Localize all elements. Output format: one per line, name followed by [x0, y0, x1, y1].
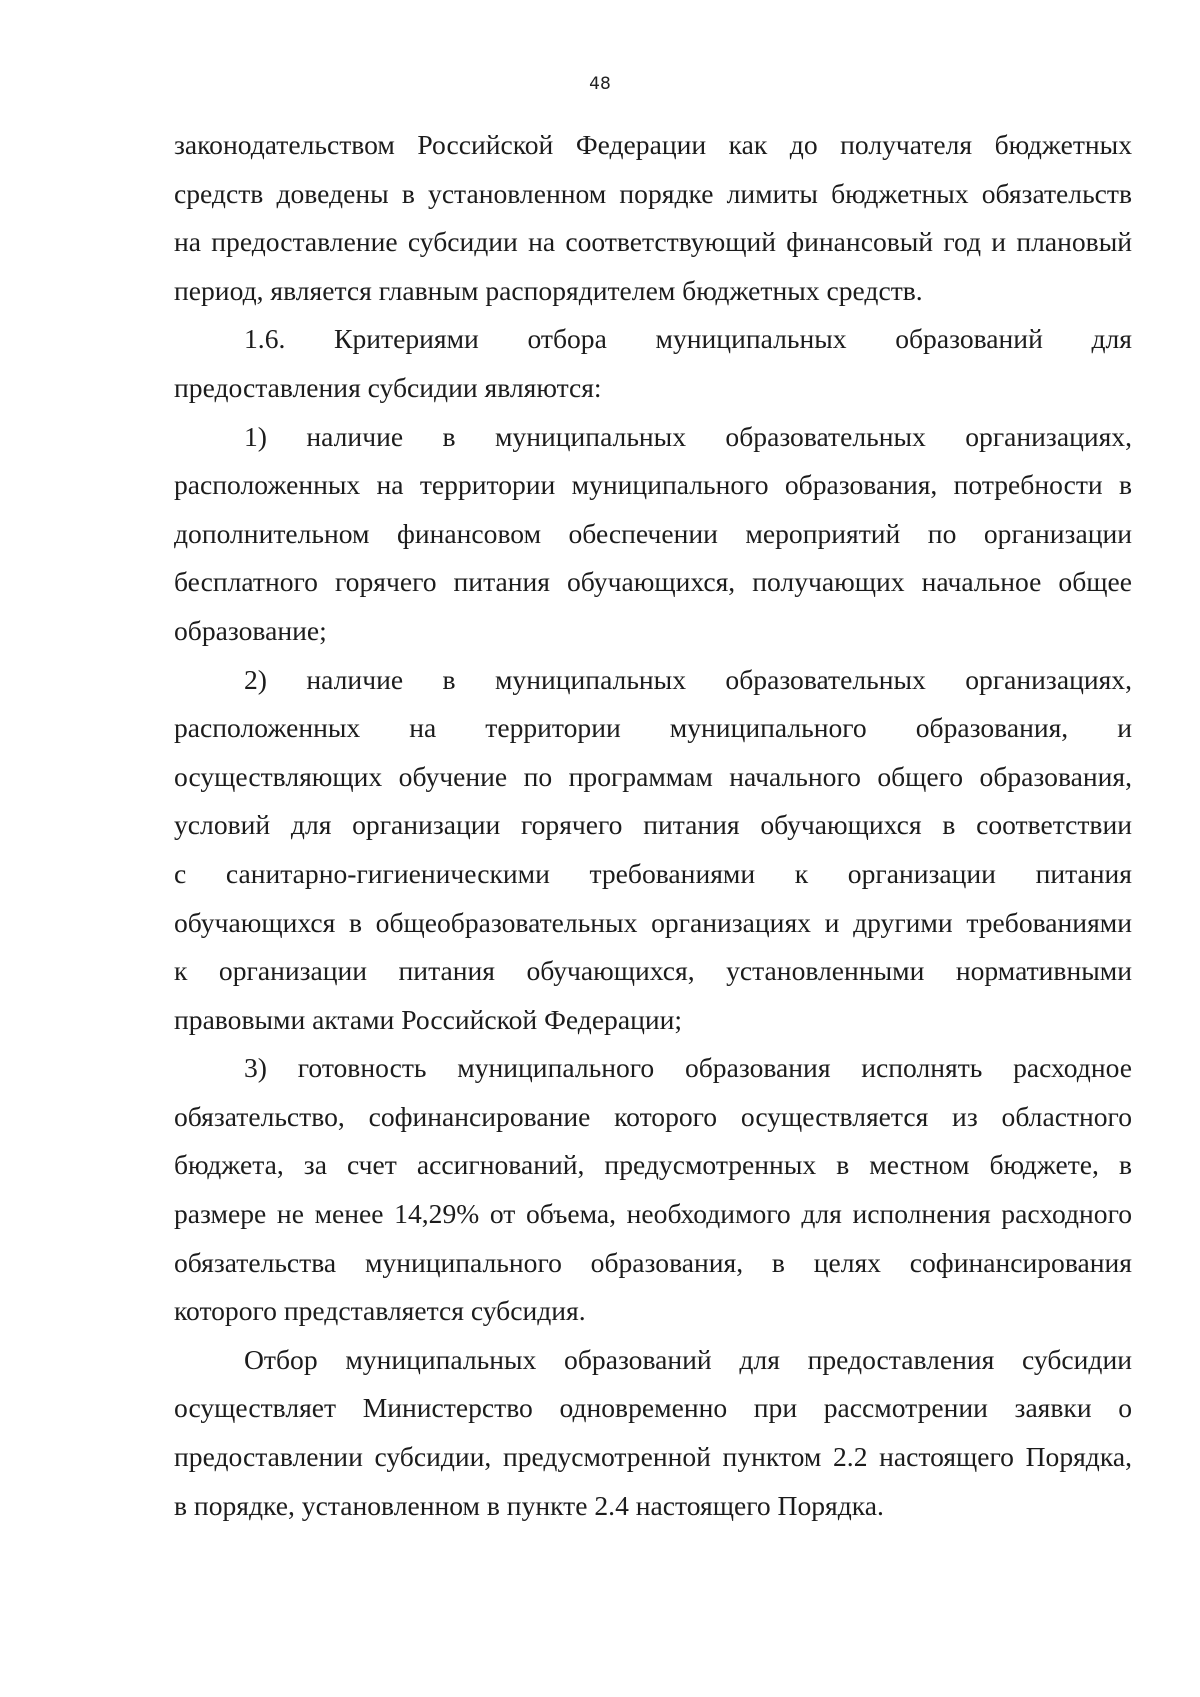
paragraph-section-1-6 [174, 315, 1132, 412]
text-line: осуществляющих обучение по программам начального общего образования, [174, 760, 1132, 792]
paragraph-continuation [174, 121, 1132, 315]
text-line: дополнительном финансовом обеспечении мероприятий по организации [174, 517, 1132, 549]
text-line: средств доведены в установленном порядке лимиты бюджетных обязательств [174, 177, 1132, 209]
text-line: предоставлении субсидии, предусмотренной пунктом 2.2 настоящего Порядка, [174, 1441, 1132, 1473]
text-line: обязательство, софинансирование которого осуществляется из областного [174, 1100, 1132, 1132]
text-line: размере не менее 14,29% от объема, необходимого для исполнения расходного [174, 1198, 1132, 1230]
text-line: расположенных на территории муниципального образования, потребности в [174, 469, 1132, 501]
paragraph-criterion-1 [174, 413, 1132, 656]
text-line: 1.6. Критериями отбора муниципальных образований для [244, 323, 1132, 355]
text-line: осуществляет Министерство одновременно при рассмотрении заявки о [174, 1392, 1132, 1424]
text-line: которого представляется субсидия. [174, 1295, 586, 1327]
text-line: в порядке, установленном в пункте 2.4 настоящего Порядка. [174, 1489, 884, 1521]
text-line: бесплатного горячего питания обучающихся, получающих начальное общее [174, 566, 1132, 598]
text-line: 1) наличие в муниципальных образовательных организациях, [244, 420, 1132, 452]
text-line: обучающихся в общеобразовательных организациях и другими требованиями [174, 906, 1132, 938]
text-line: расположенных на территории муниципального образования, и [174, 712, 1132, 744]
text-line: правовыми актами Российской Федерации; [174, 1003, 683, 1035]
text-line: на предоставление субсидии на соответствующий финансовый год и плановый [174, 226, 1132, 258]
text-line: Отбор муниципальных образований для предоставления субсидии [244, 1343, 1132, 1375]
text-line: обязательства муниципального образования, в целях софинансирования [174, 1246, 1132, 1278]
text-line: образование; [174, 614, 327, 646]
text-line: 2) наличие в муниципальных образовательных организациях, [244, 663, 1132, 695]
text-line: 3) готовность муниципального образования исполнять расходное [244, 1052, 1132, 1084]
paragraph-selection [174, 1336, 1132, 1530]
text-line: с санитарно-гигиеническими требованиями к организации питания [174, 857, 1132, 889]
text-line: бюджета, за счет ассигнований, предусмотренных в местном бюджете, в [174, 1149, 1132, 1181]
document-body [174, 121, 1132, 1530]
text-line: предоставления субсидии являются: [174, 371, 602, 403]
text-line: условий для организации горячего питания обучающихся в соответствии [174, 809, 1132, 841]
paragraph-criterion-3 [174, 1044, 1132, 1336]
text-line: период, является главным распорядителем бюджетных средств. [174, 274, 923, 306]
text-line: к организации питания обучающихся, установленными нормативными [174, 955, 1132, 987]
page-number: 48 [589, 74, 611, 94]
paragraph-criterion-2 [174, 656, 1132, 1045]
text-line: законодательством Российской Федерации как до получателя бюджетных [174, 129, 1132, 160]
